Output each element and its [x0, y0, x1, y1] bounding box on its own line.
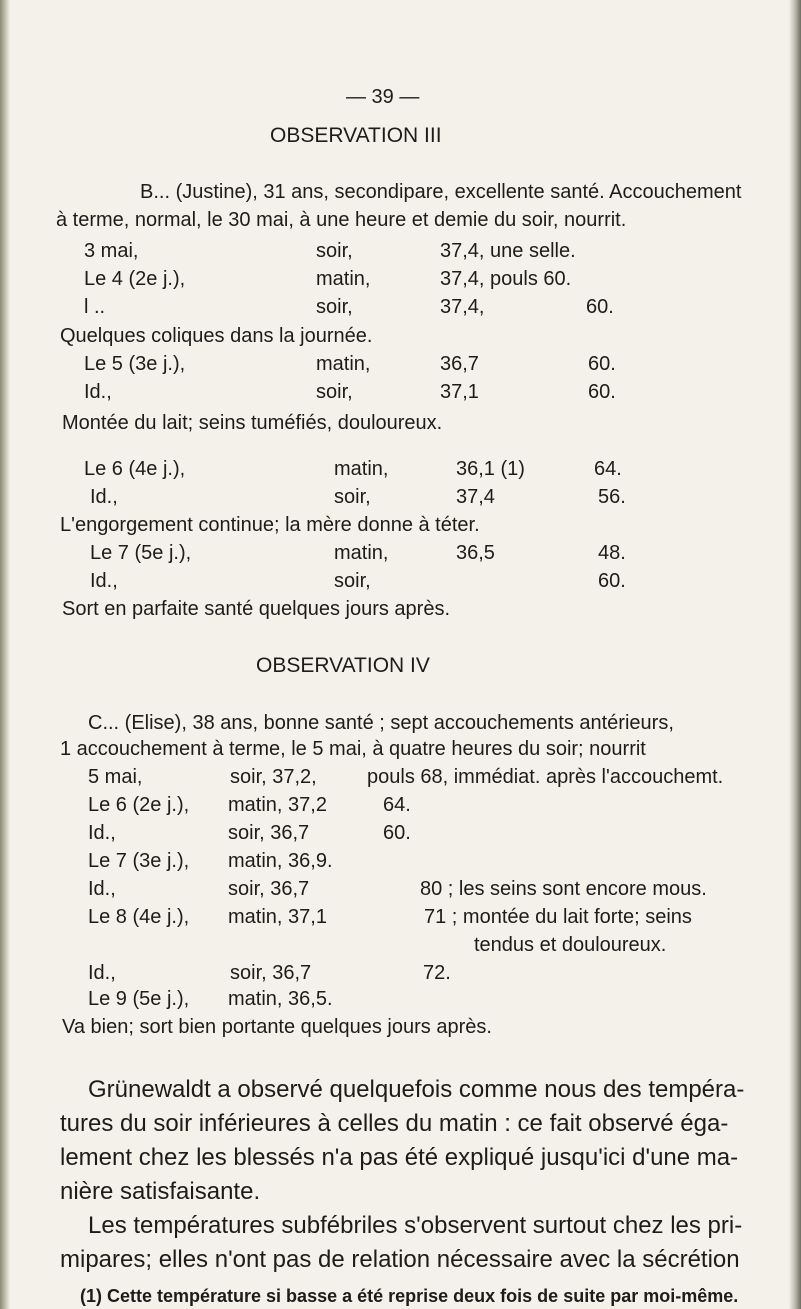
obs4-row-date: Le 6 (2e j.), — [88, 794, 190, 816]
obs3-title: OBSERVATION III — [270, 124, 442, 147]
body-line: tures du soir inférieures à celles du matin : ce fait observé éga- — [60, 1110, 729, 1137]
obs4-row-date: Le 8 (4e j.), — [88, 906, 190, 928]
obs3-note: Montée du lait; seins tuméfiés, douloureux. — [62, 412, 443, 434]
obs3-row-pulse: 48. — [598, 542, 626, 564]
obs4-row-temp: matin, 37,2 — [228, 794, 327, 816]
footnote: (1) Cette température si basse a été reprise deux fois de suite par moi-même. — [80, 1286, 739, 1306]
obs4-row-pulse: 71 ; montée du lait forte; seins — [424, 906, 692, 928]
obs3-row-time: soir, — [316, 296, 353, 318]
obs3-row-value: 37,1 — [440, 381, 479, 403]
obs3-row-date: Id., — [90, 486, 118, 508]
obs4-row-date: Le 7 (3e j.), — [88, 850, 190, 872]
obs3-row-time: matin, — [334, 542, 389, 564]
obs4-row-pulse: 72. — [423, 962, 451, 984]
obs3-row-pulse: 64. — [594, 458, 622, 480]
obs4-row-pulse: 64. — [383, 794, 411, 816]
obs3-row-date: Le 7 (5e j.), — [90, 542, 192, 564]
obs4-row-temp: matin, 37,1 — [228, 906, 327, 928]
obs4-row-temp: soir, 36,7 — [228, 878, 310, 900]
obs3-row-time: soir, — [316, 240, 353, 262]
obs3-row-time: matin, — [316, 268, 371, 290]
obs3-note: Sort en parfaite santé quelques jours après. — [62, 598, 451, 620]
obs4-row-temp: soir, 37,2, — [230, 766, 317, 788]
obs3-row-pulse: 60. — [586, 296, 614, 318]
obs4-row-date: Id., — [88, 962, 116, 984]
obs3-note: Quelques coliques dans la journée. — [60, 325, 373, 347]
obs3-intro-line1: B... (Justine), 31 ans, secondipare, excellente santé. Accouchement — [140, 181, 742, 203]
obs3-note: L'engorgement continue; la mère donne à téter. — [60, 514, 480, 536]
obs3-row-date: Le 4 (2e j.), — [84, 268, 186, 290]
obs4-row-date: 5 mai, — [88, 766, 143, 788]
obs4-row-temp: soir, 36,7 — [230, 962, 312, 984]
obs3-intro-line2: à terme, normal, le 30 mai, à une heure et demie du soir, nourrit. — [56, 209, 627, 231]
obs3-row-value: 37,4, pouls 60. — [440, 268, 572, 290]
body-line: nière satisfaisante. — [60, 1178, 261, 1205]
obs3-row-pulse: 60. — [598, 570, 626, 592]
page-number: — 39 — — [346, 86, 420, 108]
obs3-row-date: Id., — [84, 381, 112, 403]
obs4-title: OBSERVATION IV — [256, 654, 430, 677]
obs4-row-date: Id., — [88, 878, 116, 900]
obs4-row-date: Id., — [88, 822, 116, 844]
obs3-row-value: 36,7 — [440, 353, 479, 375]
obs4-row-pulse: pouls 68, immédiat. après l'accouchemt. — [367, 766, 724, 788]
obs4-row-temp: matin, 36,5. — [228, 988, 333, 1010]
obs3-row-time: soir, — [334, 570, 371, 592]
obs3-row-date: Le 5 (3e j.), — [84, 353, 186, 375]
obs3-row-value: 37,4, une selle. — [440, 240, 576, 262]
obs3-row-pulse: 56. — [598, 486, 626, 508]
body-line: Les températures subfébriles s'observent surtout chez les pri- — [88, 1212, 743, 1239]
obs3-row-value: 36,1 (1) — [456, 458, 525, 480]
obs4-row-date: Le 9 (5e j.), — [88, 988, 190, 1010]
obs3-row-pulse: 60. — [588, 381, 616, 403]
obs3-row-pulse: 60. — [588, 353, 616, 375]
obs4-row-pulse: 60. — [383, 822, 411, 844]
page-left-edge — [0, 0, 10, 1309]
page-right-edge — [789, 0, 801, 1309]
obs3-row-value: 37,4 — [456, 486, 495, 508]
obs4-intro-line1: C... (Elise), 38 ans, bonne santé ; sept accouchements antérieurs, — [88, 712, 674, 734]
obs4-row-pulse-cont: tendus et douloureux. — [474, 934, 667, 956]
obs4-row-pulse: 80 ; les seins sont encore mous. — [420, 878, 707, 900]
body-line: lement chez les blessés n'a pas été expliqué jusqu'ici d'une ma- — [60, 1144, 739, 1171]
obs3-row-date: Id., — [90, 570, 118, 592]
obs3-row-time: soir, — [316, 381, 353, 403]
obs3-row-time: soir, — [334, 486, 371, 508]
obs4-row-temp: matin, 36,9. — [228, 850, 333, 872]
body-line: mipares; elles n'ont pas de relation nécessaire avec la sécrétion — [60, 1246, 740, 1273]
obs4-row-temp: soir, 36,7 — [228, 822, 310, 844]
body-line: Grünewaldt a observé quelquefois comme nous des tempéra- — [88, 1076, 745, 1103]
obs3-row-value: 37,4, — [440, 296, 485, 318]
obs3-row-date: Le 6 (4e j.), — [84, 458, 186, 480]
obs3-row-date: l .. — [84, 296, 106, 318]
obs3-row-date: 3 mai, — [84, 240, 139, 262]
obs3-row-time: matin, — [316, 353, 371, 375]
obs3-row-time: matin, — [334, 458, 389, 480]
obs4-closing: Va bien; sort bien portante quelques jours après. — [62, 1016, 492, 1038]
obs4-intro-line2: 1 accouchement à terme, le 5 mai, à quatre heures du soir; nourrit — [60, 738, 646, 760]
obs3-row-value: 36,5 — [456, 542, 495, 564]
